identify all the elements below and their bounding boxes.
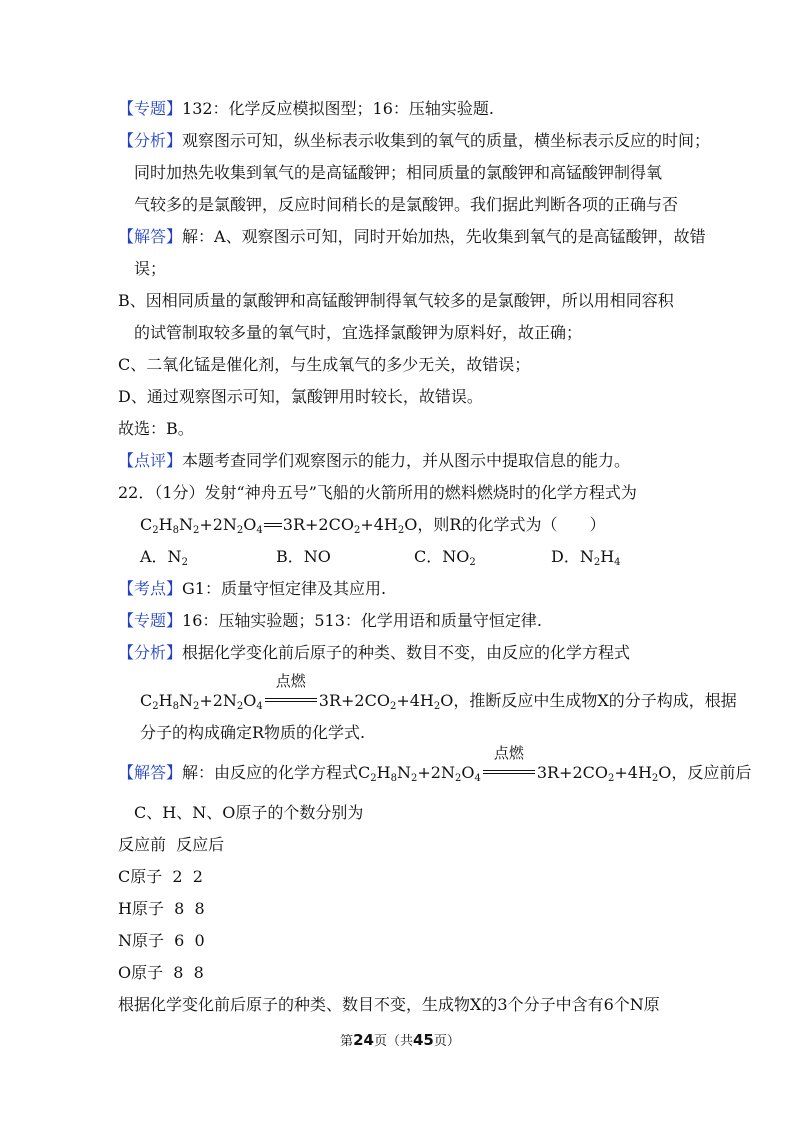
eq-sub: 4 bbox=[256, 525, 263, 536]
answer-line-b2 bbox=[118, 744, 752, 790]
eq-sub: 2 bbox=[433, 701, 441, 712]
eq-sub: 8 bbox=[390, 773, 397, 784]
eq-sub: 2 bbox=[389, 701, 397, 712]
eq-sub: 2 bbox=[192, 525, 200, 536]
eq-sub: 4 bbox=[256, 701, 263, 712]
eq-rhs: O bbox=[404, 515, 418, 534]
eq-c: C bbox=[140, 691, 153, 710]
analysis-tag: 【分析】 bbox=[118, 131, 183, 150]
eq-h: H bbox=[158, 691, 173, 710]
question-22-equation bbox=[140, 514, 605, 542]
analysis-line-b2-3: 分子的构成确定R物质的化学式. bbox=[140, 723, 366, 742]
option-d-label: D．N bbox=[551, 547, 594, 566]
eq-sub: 2 bbox=[370, 773, 377, 784]
eq-rhs: 3R+2CO bbox=[536, 763, 608, 782]
eq-plus: +2N bbox=[417, 763, 455, 782]
question-22-options bbox=[0, 546, 800, 568]
eq-sub: 2 bbox=[236, 701, 244, 712]
topic-line bbox=[118, 98, 494, 120]
reaction-condition: 点燃 bbox=[275, 672, 306, 690]
analysis-tag-2: 【分析】 bbox=[118, 643, 183, 662]
analysis-line-2: 同时加热先收集到氧气的是高锰酸钾；相同质量的氯酸钾和高锰酸钾制得氧 bbox=[134, 163, 663, 182]
eq-sub: 8 bbox=[172, 701, 179, 712]
atom-table-row-o: O原子 8 8 bbox=[118, 963, 204, 982]
option-c bbox=[414, 546, 476, 574]
eq-sub: 2 bbox=[454, 773, 462, 784]
reaction-arrow-icon bbox=[263, 672, 319, 712]
option-c-explain: C、二氧化锰是催化剂，与生成氧气的多少无关，故错误； bbox=[118, 355, 531, 374]
option-d-sub: 4 bbox=[614, 557, 621, 568]
eq-sub: 2 bbox=[192, 701, 200, 712]
eq-sub: 4 bbox=[474, 773, 481, 784]
analysis-line-3: 气较多的是氯酸钾，反应时间稍长的是氯酸钾。我们据此判断各项的正确与否 bbox=[134, 195, 679, 214]
eq-n: N bbox=[178, 515, 193, 534]
answer-line-2: 误； bbox=[134, 259, 167, 278]
answer-tail: ，反应前后 bbox=[671, 763, 752, 782]
eq-rhs: +4H bbox=[360, 515, 398, 534]
eq-h: H bbox=[158, 515, 173, 534]
equals-sign-icon bbox=[263, 514, 283, 536]
analysis-line-b2 bbox=[118, 642, 630, 664]
analysis-text-2: 根据化学变化前后原子的种类、数目不变，由反应的化学方程式 bbox=[182, 643, 631, 662]
eq-sub: 8 bbox=[172, 525, 179, 536]
analysis-text-tail: ，推断反应中生成物X的分子构成，根据 bbox=[453, 691, 737, 710]
comment-line bbox=[118, 450, 630, 472]
eq-sub: 2 bbox=[353, 525, 361, 536]
question-22-stem: 22．（1分）发射“神舟五号”飞船的火箭所用的燃料燃烧时的化学方程式为 bbox=[118, 483, 637, 502]
footer-post: 页） bbox=[433, 1034, 460, 1049]
knowledge-point-tag: 【考点】 bbox=[118, 579, 183, 598]
knowledge-point-line bbox=[118, 578, 386, 600]
topic-text-2: 16：压轴实验题；513：化学用语和质量守恒定律. bbox=[182, 611, 543, 630]
page-footer bbox=[0, 1030, 800, 1049]
option-d-explain: D、通过观察图示可知，氯酸钾用时较长，故错误。 bbox=[118, 387, 483, 406]
eq-rhs: 3R+2CO bbox=[318, 691, 390, 710]
footer-mid: 页（共 bbox=[373, 1034, 413, 1049]
analysis-text: 观察图示可知，纵坐标表示收集到的氧气的质量，横坐标表示反应的时间； bbox=[182, 131, 711, 150]
analysis-line bbox=[118, 130, 710, 152]
eq-plus: +2N bbox=[199, 515, 237, 534]
eq-n: N bbox=[396, 763, 411, 782]
eq-sub: 2 bbox=[410, 773, 418, 784]
eq-sub: 2 bbox=[152, 701, 159, 712]
reaction-arrow-icon bbox=[481, 744, 537, 784]
comment-tag: 【点评】 bbox=[118, 451, 183, 470]
footer-pre: 第 bbox=[340, 1034, 354, 1049]
choice-result: 故选：B。 bbox=[118, 419, 194, 438]
eq-c: C bbox=[358, 763, 371, 782]
option-d bbox=[551, 546, 621, 574]
eq-rhs: +4H bbox=[614, 763, 652, 782]
eq-rhs: +4H bbox=[396, 691, 434, 710]
eq-rhs: O bbox=[658, 763, 672, 782]
conclusion-line: 根据化学变化前后原子的种类、数目不变，生成物X的3个分子中含有6个N原 bbox=[118, 995, 660, 1014]
total-pages: 45 bbox=[413, 1031, 434, 1049]
eq-sub: 2 bbox=[397, 525, 405, 536]
eq-plus: +2N bbox=[199, 691, 237, 710]
eq-sub: 2 bbox=[236, 525, 244, 536]
eq-o: O bbox=[243, 691, 257, 710]
answer-head: 解：由反应的化学方程式 bbox=[182, 763, 359, 782]
eq-sub: 2 bbox=[651, 773, 659, 784]
comment-text: 本题考查同学们观察图示的能力，并从图示中提取信息的能力。 bbox=[182, 451, 631, 470]
atom-table-row-c: C原子 2 2 bbox=[118, 867, 203, 886]
eq-o: O bbox=[243, 515, 257, 534]
option-b-explain: B、因相同质量的氯酸钾和高锰酸钾制得氧气较多的是氯酸钾，所以用相同容积 bbox=[118, 291, 674, 310]
eq-o: O bbox=[461, 763, 475, 782]
page-number: 24 bbox=[353, 1031, 374, 1049]
topic-tag-2: 【专题】 bbox=[118, 611, 183, 630]
atom-table-header: 反应前 反应后 bbox=[118, 835, 225, 854]
eq-n: N bbox=[178, 691, 193, 710]
option-a-label: A．N bbox=[140, 547, 182, 566]
answer-text: 解：A、观察图示可知，同时开始加热，先收集到氧气的是高锰酸钾，故错 bbox=[182, 227, 706, 246]
answer-line-b2-2: C、H、N、O原子的个数分别为 bbox=[134, 803, 364, 822]
option-a bbox=[140, 546, 188, 574]
eq-h: H bbox=[376, 763, 391, 782]
answer-tag-2: 【解答】 bbox=[118, 763, 183, 782]
eq-sub: 2 bbox=[152, 525, 159, 536]
atom-table-row-h: H原子 8 8 bbox=[118, 899, 205, 918]
analysis-equation-line bbox=[140, 672, 737, 718]
eq-rhs: 3R+2CO bbox=[282, 515, 354, 534]
answer-tag: 【解答】 bbox=[118, 227, 183, 246]
atom-table-row-n: N原子 6 0 bbox=[118, 931, 205, 950]
eq-sub: 2 bbox=[608, 773, 615, 784]
reaction-condition: 点燃 bbox=[493, 744, 524, 762]
option-d-h: H bbox=[600, 547, 615, 566]
option-c-label: C．NO bbox=[414, 547, 470, 566]
option-d-sub: 2 bbox=[593, 557, 601, 568]
topic-tag: 【专题】 bbox=[118, 99, 183, 118]
question-22-stem-tail: ，则R的化学式为（ ） bbox=[417, 515, 606, 534]
topic-line-2 bbox=[118, 610, 542, 632]
option-b: B．NO bbox=[276, 547, 331, 566]
option-a-sub: 2 bbox=[181, 557, 188, 568]
option-c-sub: 2 bbox=[469, 557, 476, 568]
answer-line bbox=[118, 226, 706, 248]
knowledge-point-text: G1：质量守恒定律及其应用. bbox=[182, 579, 387, 598]
option-b-explain-2: 的试管制取较多量的氧气时，宜选择氯酸钾为原料好，故正确； bbox=[134, 323, 583, 342]
eq-rhs: O bbox=[440, 691, 454, 710]
topic-text: 132：化学反应模拟图型；16：压轴实验题. bbox=[182, 99, 495, 118]
eq-c: C bbox=[140, 515, 153, 534]
